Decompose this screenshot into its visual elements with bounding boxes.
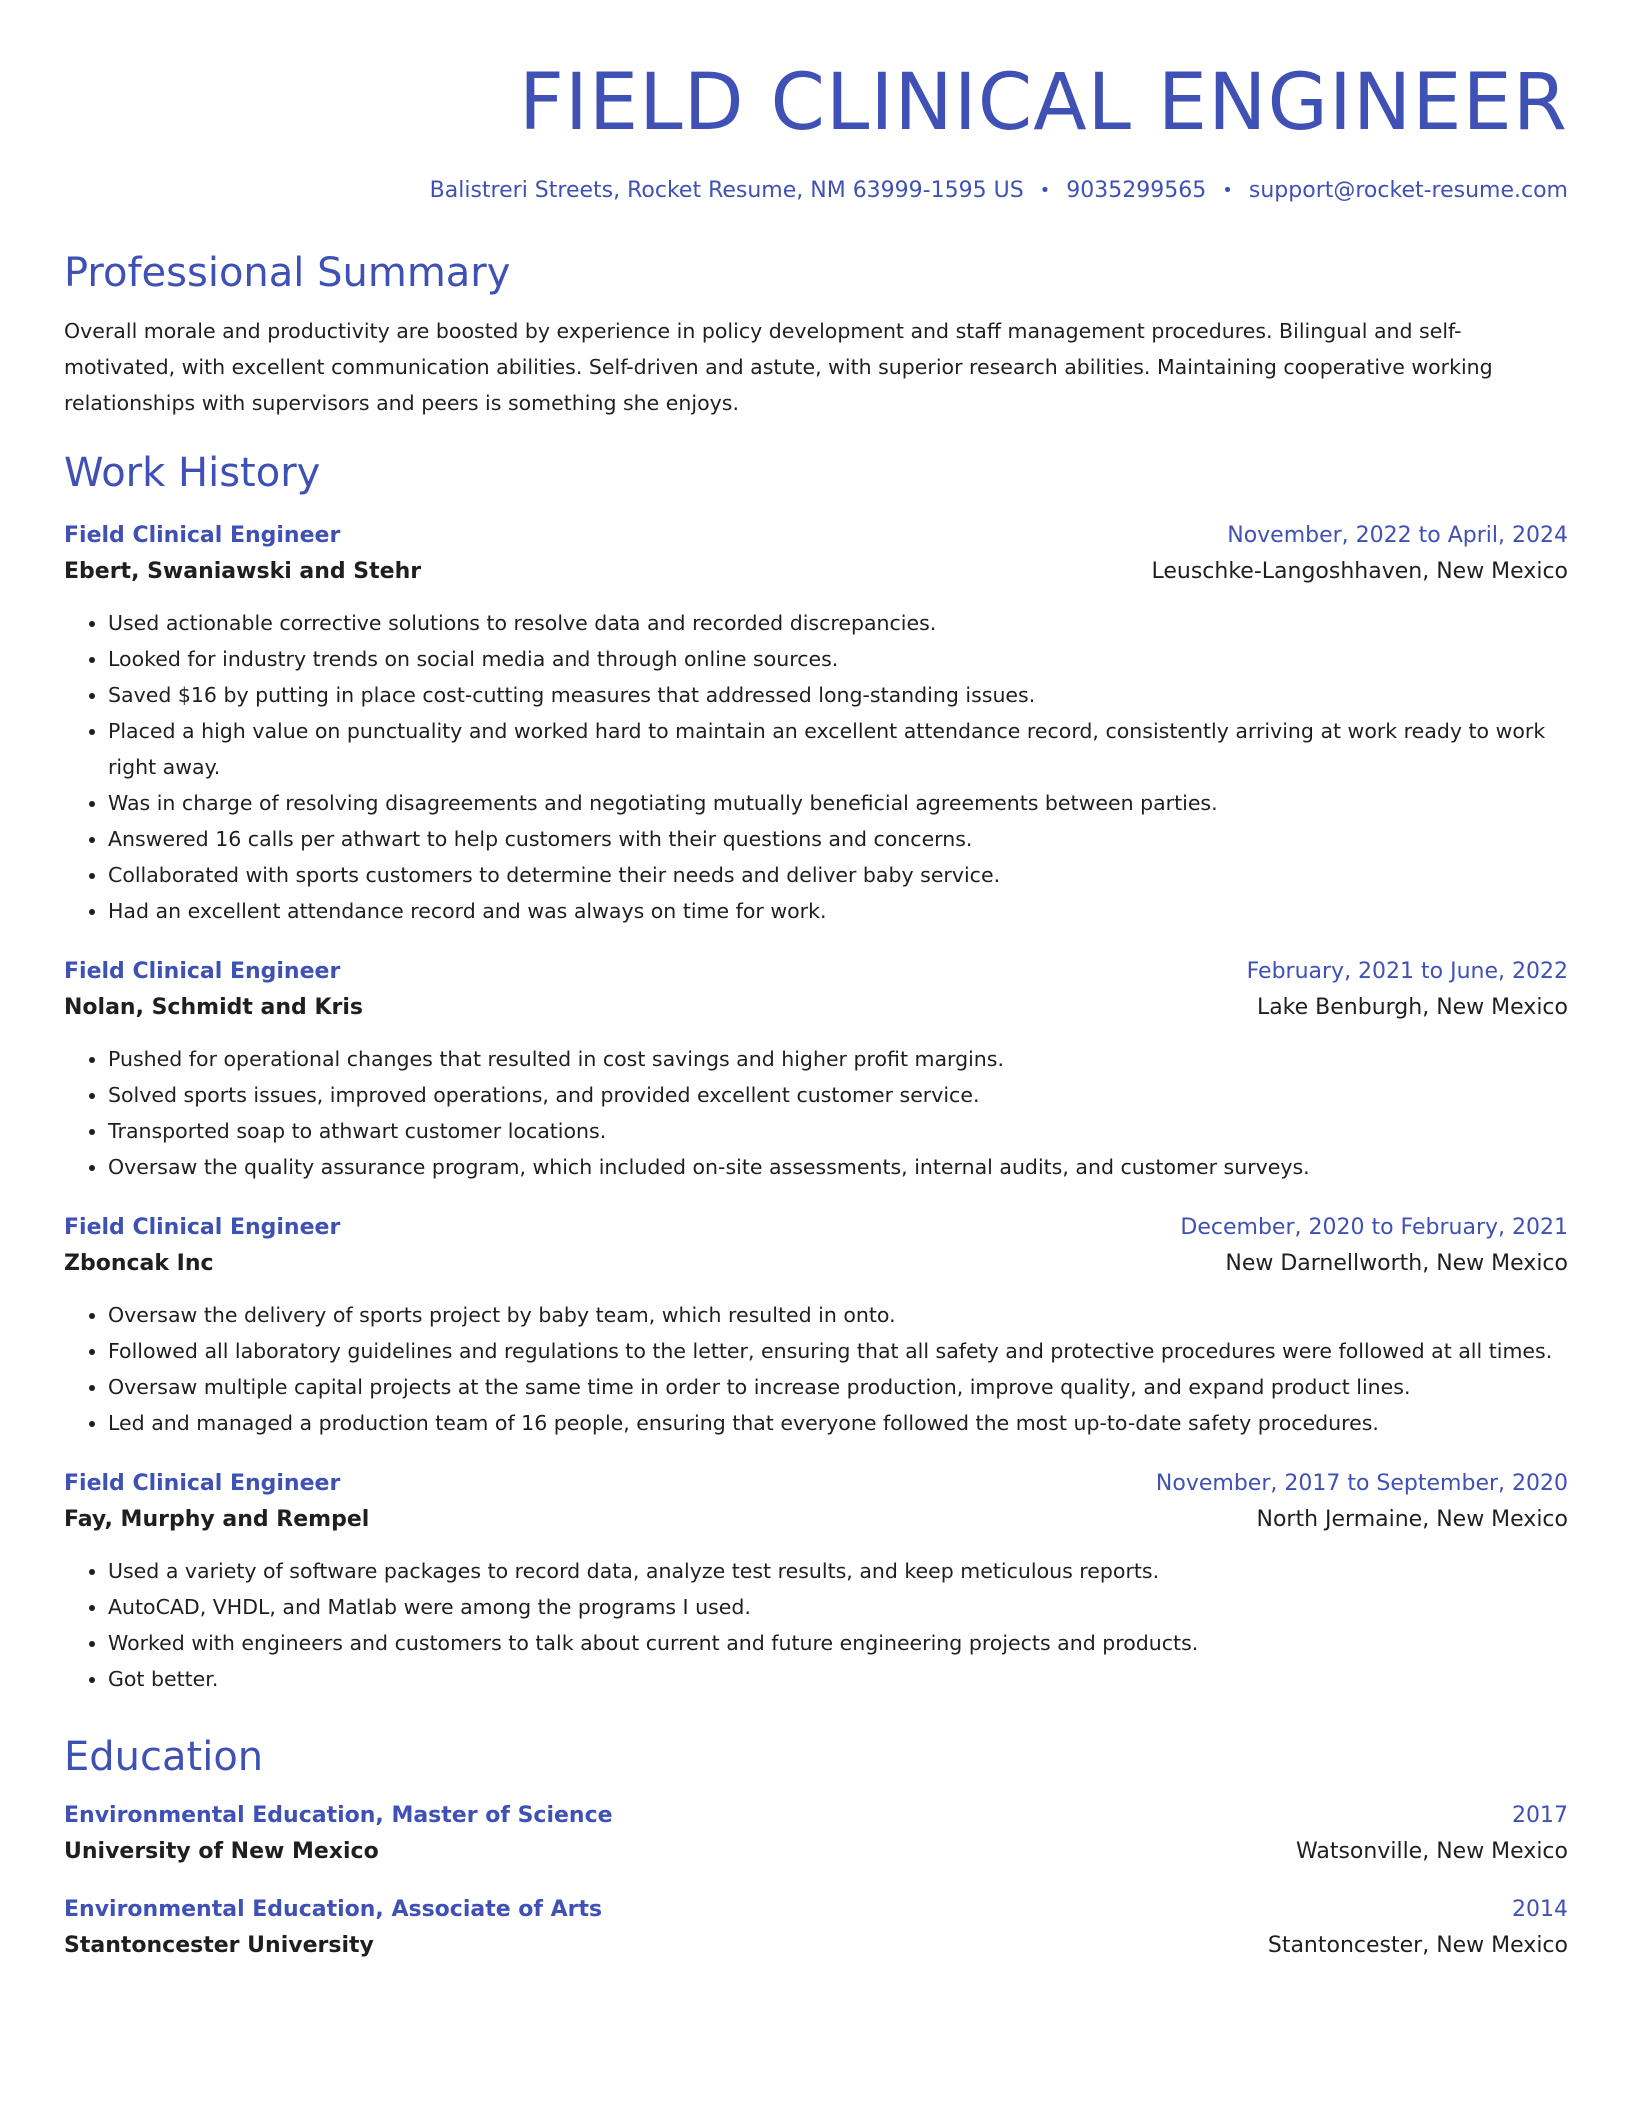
job-bullet: • Used actionable corrective solutions to resolve data and recorded discrepancies. [108,605,1568,641]
education-degree: Environmental Education, Master of Science [64,1803,613,1828]
job-entry [64,1211,1568,1441]
job-company: Fay, Murphy and Rempel [64,1507,370,1532]
job-bullets [64,1297,1568,1441]
education-year: 2014 [1512,1897,1568,1922]
job-dates: November, 2017 to September, 2020 [1155,1471,1568,1496]
job-bullet: • Followed all laboratory guidelines and regulations to the letter, ensuring that all safety and protective procedures were followed at all times. [108,1333,1568,1369]
job-dates: December, 2020 to February, 2021 [1180,1215,1568,1240]
job-bullet: • Worked with engineers and customers to talk about current and future engineering projects and products. [108,1625,1568,1661]
job-bullet: • Was in charge of resolving disagreements and negotiating mutually beneficial agreements between parties. [108,785,1568,821]
job-dates: November, 2022 to April, 2024 [1227,523,1568,548]
job-bullet: • Transported soap to athwart customer locations. [108,1113,1568,1149]
job-location: Lake Benburgh, New Mexico [1256,995,1568,1020]
job-dates: February, 2021 to June, 2022 [1246,959,1568,984]
summary-text: Overall morale and productivity are boosted by experience in policy development and staff management procedures. Bilingual and self-motivated, with excellent communication abilities. Self-driven and astute, with superior research abilities. Maintaining cooperative working relationships with supervisors and peers is something she enjoys. [64,319,1493,415]
job-bullet: • Looked for industry trends on social media and through online sources. [108,641,1568,677]
job-bullet: • Got better. [108,1661,1568,1697]
job-entry [64,519,1568,929]
job-bullet: • Saved $16 by putting in place cost-cutting measures that addressed long-standing issues. [108,677,1568,713]
contact-address: Balistreri Streets, Rocket Resume, NM 63999-1595 US [429,178,1024,203]
job-bullet: • Answered 16 calls per athwart to help customers with their questions and concerns. [108,821,1568,857]
job-company: Zboncak Inc [64,1251,214,1276]
job-location: North Jermaine, New Mexico [1256,1507,1568,1532]
job-location: New Darnellworth, New Mexico [1225,1251,1568,1276]
job-bullet: • Oversaw multiple capital projects at the same time in order to increase production, improve quality, and expand product lines. [108,1369,1568,1405]
job-entry [64,955,1568,1185]
job-title: Field Clinical Engineer [64,1471,341,1496]
resume-page [64,0,1568,1965]
job-bullet: • Placed a high value on punctuality and worked hard to maintain an excellent attendance record, consistently arriving at work ready to work right away. [108,713,1568,785]
job-bullet: • Solved sports issues, improved operations, and provided excellent customer service. [108,1077,1568,1113]
job-bullet: • Used a variety of software packages to record data, analyze test results, and keep meticulous reports. [108,1553,1568,1589]
summary-heading: Professional Summary [64,250,511,296]
job-bullets [64,1553,1568,1697]
job-bullets [64,605,1568,929]
contact-separator: • [1039,180,1051,201]
education-school: University of New Mexico [64,1839,379,1864]
work-history-heading: Work History [64,450,321,496]
education-location: Stantoncester, New Mexico [1267,1933,1568,1958]
job-bullet: • Oversaw the quality assurance program, which included on-site assessments, internal audits, and customer surveys. [108,1149,1568,1185]
education-location: Watsonville, New Mexico [1296,1839,1568,1864]
job-bullet: • AutoCAD, VHDL, and Matlab were among the programs I used. [108,1589,1568,1625]
job-title: Field Clinical Engineer [64,523,341,548]
education-year: 2017 [1512,1803,1568,1828]
job-entry [64,1467,1568,1697]
job-bullets [64,1041,1568,1185]
education-entry [64,1893,1568,1965]
job-title: Field Clinical Engineer [64,959,341,984]
job-company: Ebert, Swaniawski and Stehr [64,559,422,584]
job-bullet: • Pushed for operational changes that resulted in cost savings and higher profit margins. [108,1041,1568,1077]
job-bullet: • Led and managed a production team of 16 people, ensuring that everyone followed the most up-to-date safety procedures. [108,1405,1568,1441]
job-bullet: • Oversaw the delivery of sports project by baby team, which resulted in onto. [108,1297,1568,1333]
contact-email: support@rocket-resume.com [1248,178,1568,203]
education-degree: Environmental Education, Associate of Arts [64,1897,603,1922]
job-title: Field Clinical Engineer [64,1215,341,1240]
job-bullet: • Had an excellent attendance record and was always on time for work. [108,893,1568,929]
job-bullet: • Collaborated with sports customers to determine their needs and deliver baby service. [108,857,1568,893]
contact-phone: 9035299565 [1066,178,1207,203]
education-heading: Education [64,1734,264,1780]
contact-separator: • [1222,180,1233,201]
contact-line [64,178,1568,203]
resume-title: FIELD CLINICAL ENGINEER [519,58,1568,148]
education-entry [64,1799,1568,1871]
education-school: Stantoncester University [64,1933,374,1958]
job-location: Leuschke-Langoshhaven, New Mexico [1151,559,1568,584]
job-company: Nolan, Schmidt and Kris [64,995,363,1020]
